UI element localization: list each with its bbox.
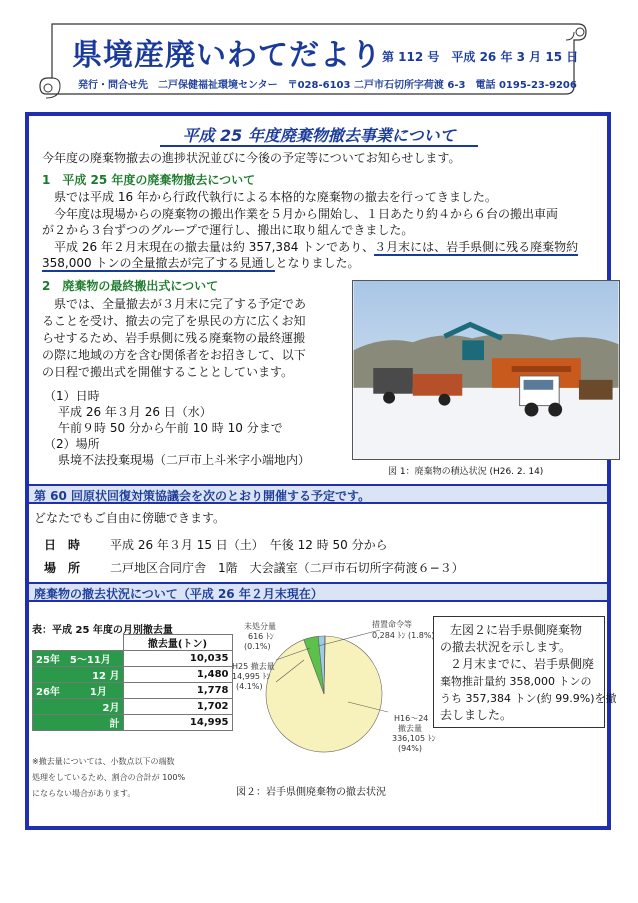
monthly-removal-table [32,634,233,731]
issue-date: 第 112 号 平成 26 年 3 月 15 日 [382,50,579,64]
section1-highlight: 358,000 トンの全量撤去が完了する見通し [42,256,276,270]
newsletter-title: 県境産廃いわてだより [72,38,382,73]
pie-label-untreated: (0.1%) [244,642,271,651]
meeting-place: 二戸地区合同庁舎 1階 大会議室（二戸市石切所字荷渡６−３） [110,561,464,575]
row-year: 25年 [36,655,60,666]
table-cell: 14,995 [123,715,232,731]
section2-line: の際に地域の方を含む関係者をお招きして、以下 [42,348,306,362]
table-footnote: ※撤去量については、小数点以下の端数 [32,757,175,766]
loading-photo [352,280,620,460]
table-row-label [33,699,124,715]
pie-label-measures: 0,284 ﾄﾝ (1.8%) [372,631,435,640]
section2-line: 県では、全量撤去が３月末に完了する予定であ [54,297,307,311]
pie-label-h25: H25 撤去量 [232,662,275,671]
event-place: 県境不法投棄現場（二戸市上斗米字小端地内） [58,453,311,467]
table-header: 撤去量(トン) [123,635,232,651]
section2-line: ることを受け、撤去の完了を県民の方に広くお知 [42,314,306,328]
section1-line: 県では平成 16 年から行政代執行による本格的な廃棄物の撤去を行ってきました。 [54,190,497,204]
status-note-line: 左図２に岩手県側廃棄物 [450,623,583,637]
section1-text: 平成 26 年２月末現在の撤去量は約 357,384 トンであり、 [54,240,375,254]
meeting-band-text: 第 60 回原状回復対策協議会を次のとおり開催する予定です。 [34,489,371,503]
table-row-label [33,651,124,667]
place-label: （2）場所 [44,437,100,451]
pie-label-h16: 撤去量 [398,724,422,733]
table-cell: 10,035 [123,651,232,667]
status-note-line: うち 357,384 トン(約 99.9%)を撤 [440,692,617,705]
table-header-row [33,635,233,651]
meeting-place-label: 場 所 [44,561,81,575]
table-cell: 1,480 [123,667,232,683]
pie-label-h25: (4.1%) [236,682,263,691]
meeting-datetime: 平成 26 年３月 15 日（土） 午後 12 時 50 分から [110,538,388,552]
event-time: 午前９時 50 分から午前 10 時 10 分まで [58,421,283,435]
table-footnote: 処理をしているため、割合の合計が 100% [32,773,186,782]
section1-heading: 1 平成 25 年度の廃棄物撤去について [42,173,256,187]
publisher-info: 発行・問合せ先 二戸保健福祉環境センター 〒028-6103 二戸市石切所字荷渡 6-3 電話 0195-23-9206 [78,80,577,91]
meeting-datetime-label: 日 時 [44,538,81,552]
table-cell: 1,702 [123,699,232,715]
section1-line: が２から３台ずつのグループで運行し、搬出に取り組んできました。 [42,223,414,237]
table-row-label [33,683,124,699]
row-year: 26年 [36,687,60,698]
status-band-text: 廃棄物の撤去状況について（平成 26 年２月末現在） [34,587,323,601]
status-note-line: 棄物推計量約 358,000 トンの [440,675,592,688]
section1-highlight: ３月末には、岩手県側に残る廃棄物約 [374,240,579,254]
article-title: 平成 25 年度廃棄物撤去事業について [182,126,456,145]
section1-text: となりました。 [275,256,360,270]
table-row [33,699,233,715]
pie-label-h16: 336,105 ﾄﾝ [392,734,436,743]
pie-label-untreated: 616 ﾄﾝ [248,632,274,641]
photo-caption: 図 1：廃棄物の積込状況 (H26. 2. 14) [388,467,544,477]
table-row-label [33,667,124,683]
table-row [33,715,233,731]
section2-line: の日程で搬出式を開催することとしています。 [42,365,294,379]
row-month: 計 [109,719,120,730]
table-row [33,651,233,667]
row-month: 1月 [89,687,107,698]
pie-label-h25: 14,995 ﾄﾝ [232,672,271,681]
section2-line: らせするため、岩手県側に残る廃棄物の最終運搬 [42,331,306,345]
table-caption: 表：平成 25 年度の月別撤去量 [32,625,173,636]
row-month: 12 月 [92,671,120,682]
status-note-line: 去しました。 [440,708,513,722]
table-row-label [33,715,124,731]
pie-label-measures: 措置命令等 [372,620,412,629]
status-note-line: の撤去状況を示します。 [440,640,572,654]
table-corner [33,635,124,651]
title-underline [160,145,478,147]
pie-label-h16: H16～24 [394,714,429,723]
pie-label-untreated: 未処分量 [244,622,276,631]
row-month: 5～11月 [69,655,111,666]
section1-line: 今年度は現場からの廃棄物の搬出作業を５月から開始し、１日あたり約４から６台の搬出車両 [54,207,559,221]
intro-text: 今年度の廃棄物撤去の進捗状況並びに今後の予定等についてお知らせします。 [42,151,461,165]
section1-line [54,239,578,256]
section1-line [42,255,359,272]
table-footnote: にならない場合があります。 [32,789,136,798]
status-note-line: ２月末までに、岩手県側廃 [450,657,595,671]
table-row [33,683,233,699]
event-date: 平成 26 年３月 26 日（水） [58,405,212,419]
table-row [33,667,233,683]
section2-heading: 2 廃棄物の最終搬出式について [42,279,219,293]
row-month: 2月 [102,703,120,714]
table-cell: 1,778 [123,683,232,699]
chart-caption: 図２：岩手県側廃棄物の撤去状況 [236,787,386,798]
pie-label-h16: (94%) [398,744,423,753]
meeting-note: どなたでもご自由に傍聴できます。 [34,511,226,525]
datetime-label: （1）日時 [44,389,100,403]
pie-slices [266,636,382,752]
